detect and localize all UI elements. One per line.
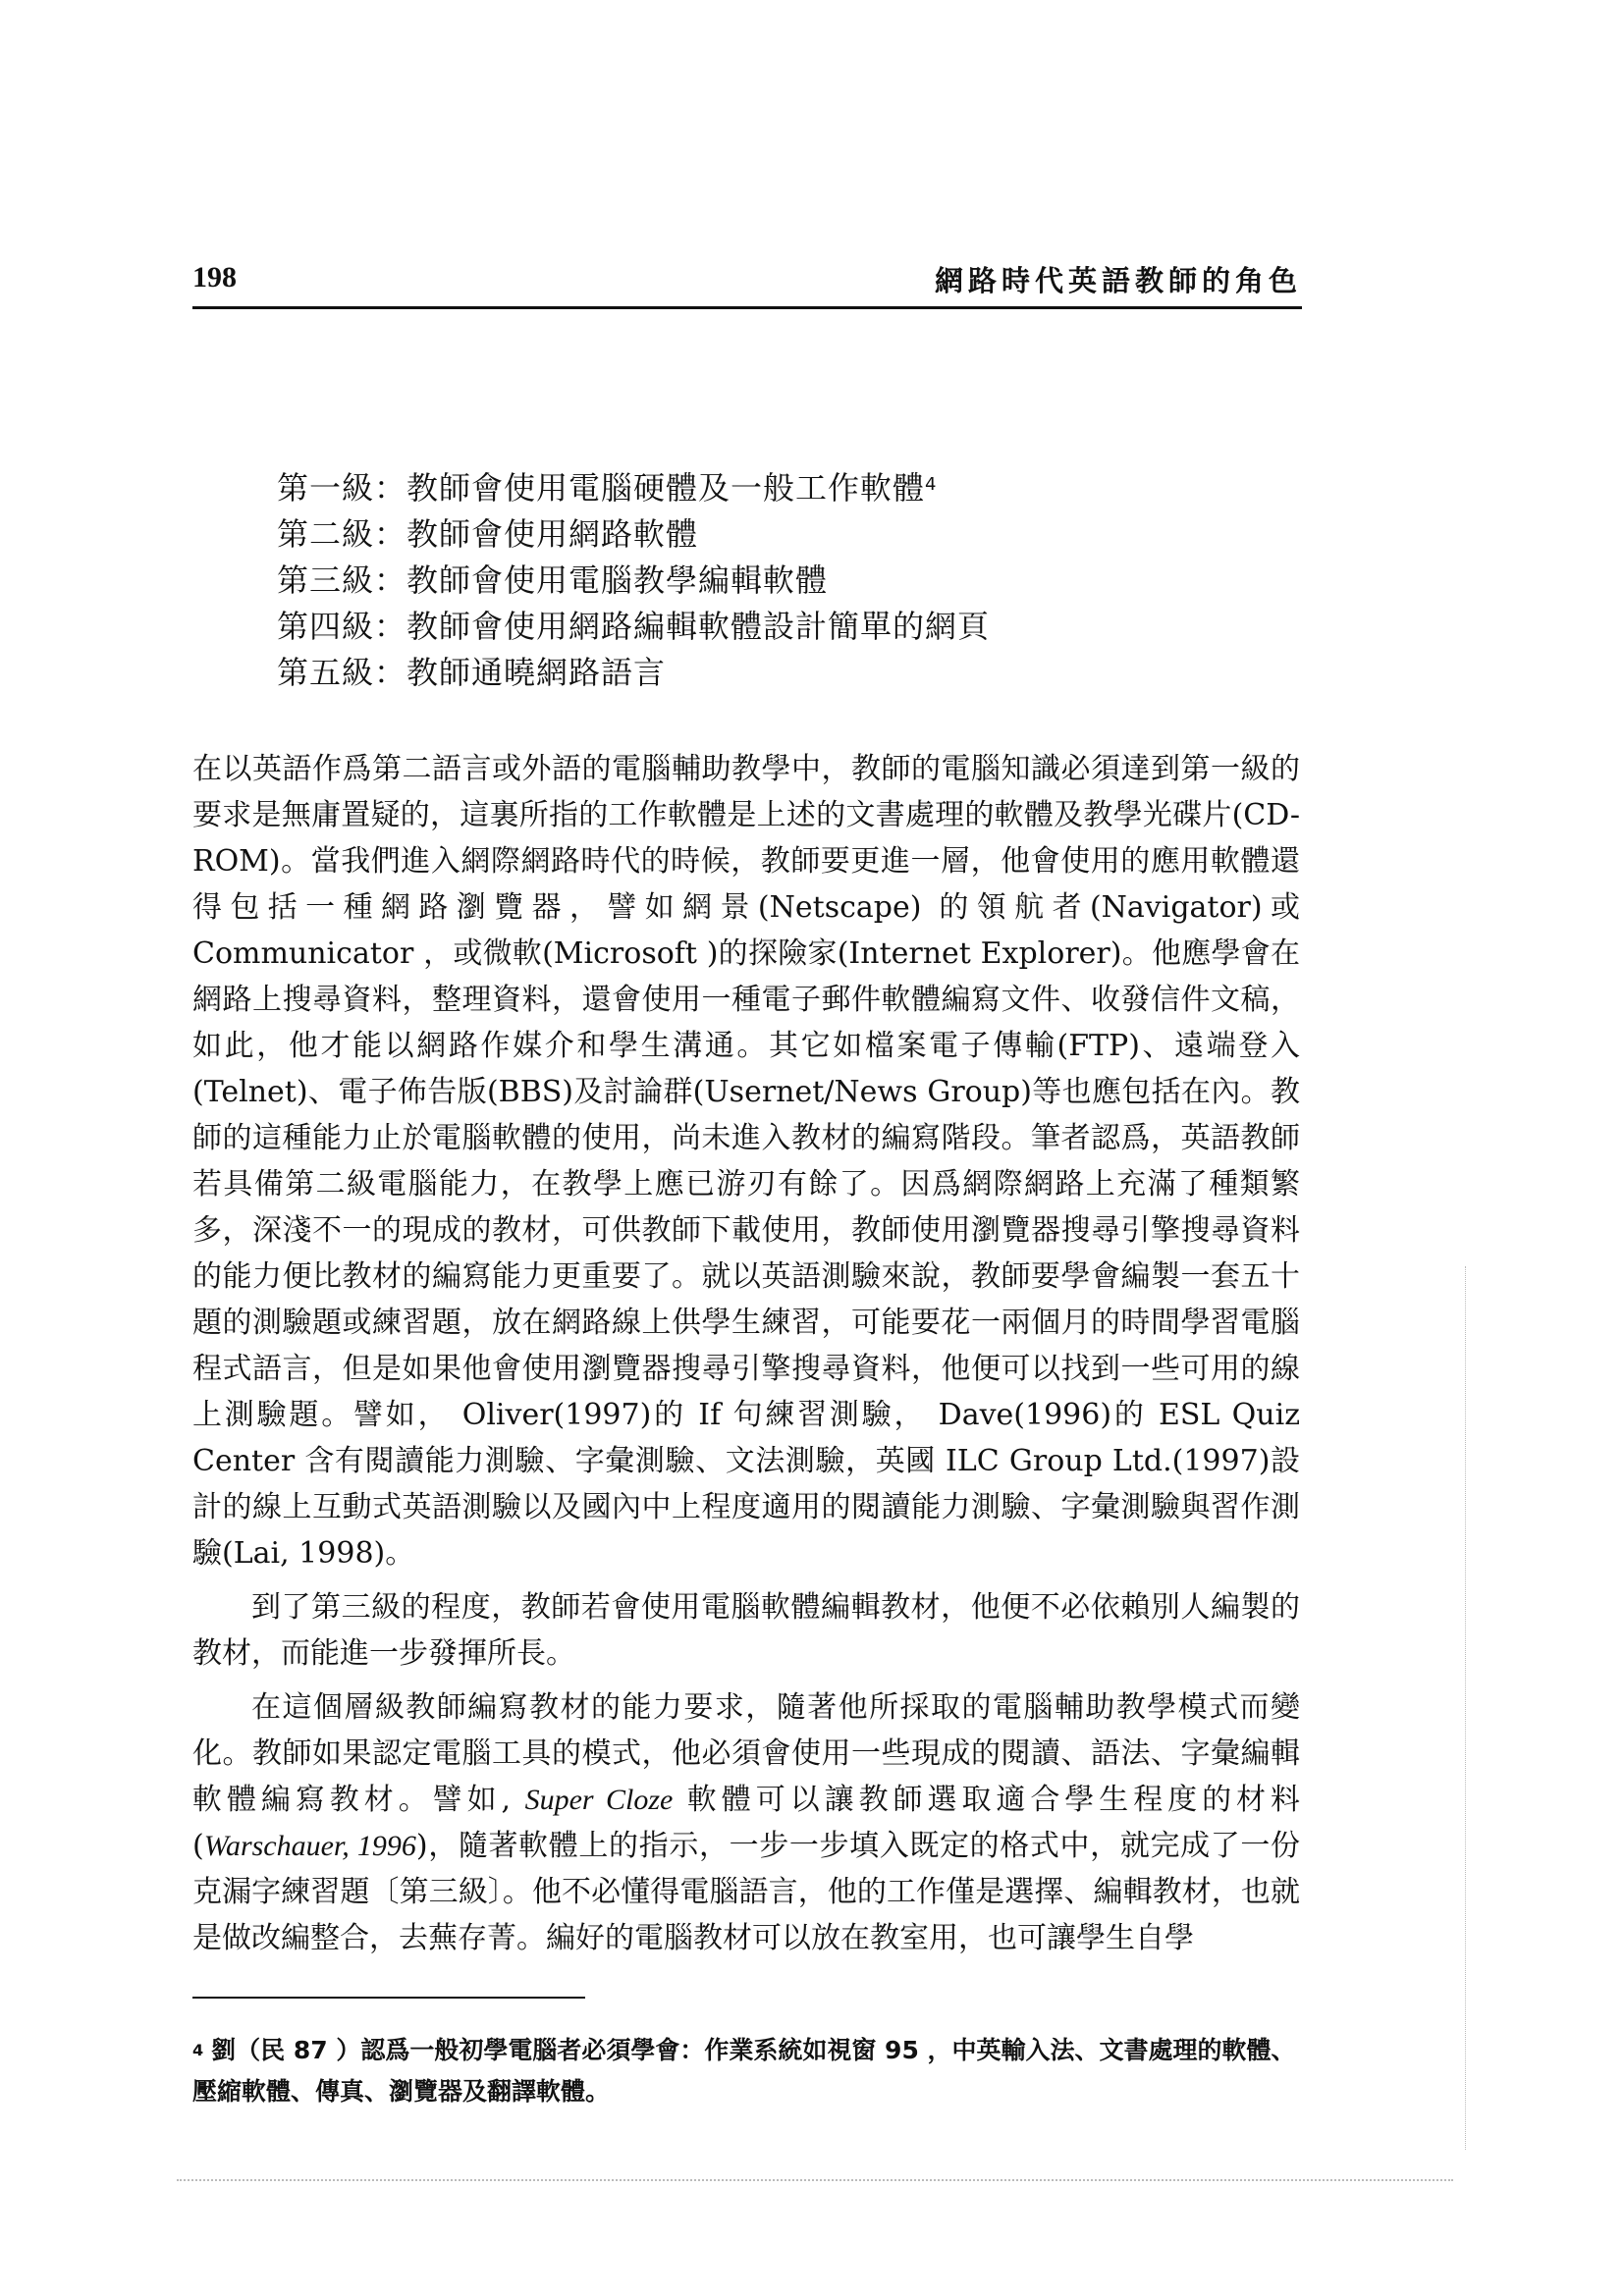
level-1-label: 第一級：教師會使用電腦硬體及一般工作軟體: [277, 469, 926, 507]
level-item-3: [277, 558, 1259, 604]
level-5-label: 第五級：教師通曉網路語言: [277, 654, 667, 691]
software-name: Super Cloze: [524, 1784, 674, 1816]
scan-artifact-line: [177, 2179, 1453, 2181]
level-4-label: 第四級：教師會使用網路編輯軟體設計簡單的網頁: [277, 608, 991, 645]
body-text: [192, 746, 1300, 1961]
paragraph-1: 在以英語作爲第二語言或外語的電腦輔助教學中，教師的電腦知識必須達到第一級的要求是無庸置疑的，這裏所指的工作軟體是上述的文書處理的軟體及教學光碟片(CD-ROM)。當我們進入網際網路時代的時候，教師要更進一層，他會使用的應用軟體還得包括一種網路瀏覽器，譬如網景(Netscape) 的領航者(Navigator)或Communicator ，或微軟(Microsoft )的探險家(Internet Explorer)。他應學會在網路上搜尋資料，整理資料，還會使用一種電子郵件軟體編寫文件、收發信件文稿，如此，他才能以網路作媒介和學生溝通。其它如檔案電子傳輸(FTP)、遠端登入(Telnet)、電子佈告版(BBS)及討論群(Usernet/News Group)等也應包括在內。教師的這種能力止於電腦軟體的使用，尚未進入教材的編寫階段。筆者認爲，英語教師若具備第二級電腦能力，在教學上應已游刃有餘了。因爲網際網路上充滿了種類繁多，深淺不一的現成的教材，可供教師下載使用，教師使用瀏覽器搜尋引擎搜尋資料的能力便比教材的編寫能力更重要了。就以英語測驗來說，教師要學會編製一套五十題的測驗題或練習題，放在網路線上供學生練習，可能要花一兩個月的時間學習電腦程式語言，但是如果他會使用瀏覽器搜尋引擎搜尋資料，他便可以找到一些可用的線上測驗題。譬如， Oliver(1997)的 If 句練習測驗， Dave(1996)的 ESL Quiz Center 含有閱讀能力測驗、字彙測驗、文法測驗，英國 ILC Group Ltd.(1997)設計的線上互動式英語測驗以及國內中上程度適用的閱讀能力測驗、字彙測驗與習作測驗(Lai, 1998)。: [192, 752, 1300, 1571]
paragraph-3: [192, 1684, 1300, 1961]
page-number: 198: [192, 261, 237, 294]
level-item-4: [277, 604, 1259, 650]
scan-artifact-edge: [1465, 1266, 1466, 2150]
paragraph-3-part-b: 軟體可以讓教師選取適合學生程度的材料(: [192, 1783, 1300, 1863]
paragraph-2: 到了第三級的程度，教師若會使用電腦軟體編輯教材，他便不必依賴別人編製的教材，而能進一步發揮所長。: [192, 1590, 1300, 1671]
level-item-5: [277, 650, 1259, 696]
footnote: [192, 2030, 1300, 2112]
footnote-reference: 4: [925, 474, 938, 495]
level-item-1: [277, 465, 1259, 511]
running-title: 網路時代英語教師的角色: [934, 264, 1302, 297]
footnote-divider: [192, 1997, 585, 1999]
level-3-label: 第三級：教師會使用電腦教學編輯軟體: [277, 561, 829, 599]
level-item-2: [277, 511, 1259, 558]
level-list: [277, 465, 1259, 696]
footnote-text: 劉（民 87 ）認爲一般初學電腦者必須學會：作業系統如視窗 95 ，中英輸入法、文書處理的軟體、壓縮軟體、傳真、瀏覽器及翻譯軟體。: [192, 2036, 1296, 2106]
page-header: [192, 257, 1302, 309]
citation: Warschauer, 1996: [203, 1830, 416, 1862]
paragraph-3-part-c: )，隨著軟體上的指示，一步一步填入既定的格式中，就完成了一份克漏字練習題〔第三級〕。他不必懂得電腦語言，他的工作僅是選擇、編輯教材，也就是做改編整合，去蕪存菁。編好的電腦教材可以放在教室用，也可讓學生自學: [192, 1829, 1300, 1955]
level-2-label: 第二級：教師會使用網路軟體: [277, 515, 699, 553]
footnote-mark: 4: [192, 2041, 204, 2059]
paragraph-3-part-a: 在這個層級教師編寫教材的能力要求，隨著他所採取的電腦輔助教學模式而變化。教師如果認定電腦工具的模式，他必須會使用一些現成的閱讀、語法、字彙編輯軟體編寫教材。譬如,: [192, 1690, 1300, 1817]
